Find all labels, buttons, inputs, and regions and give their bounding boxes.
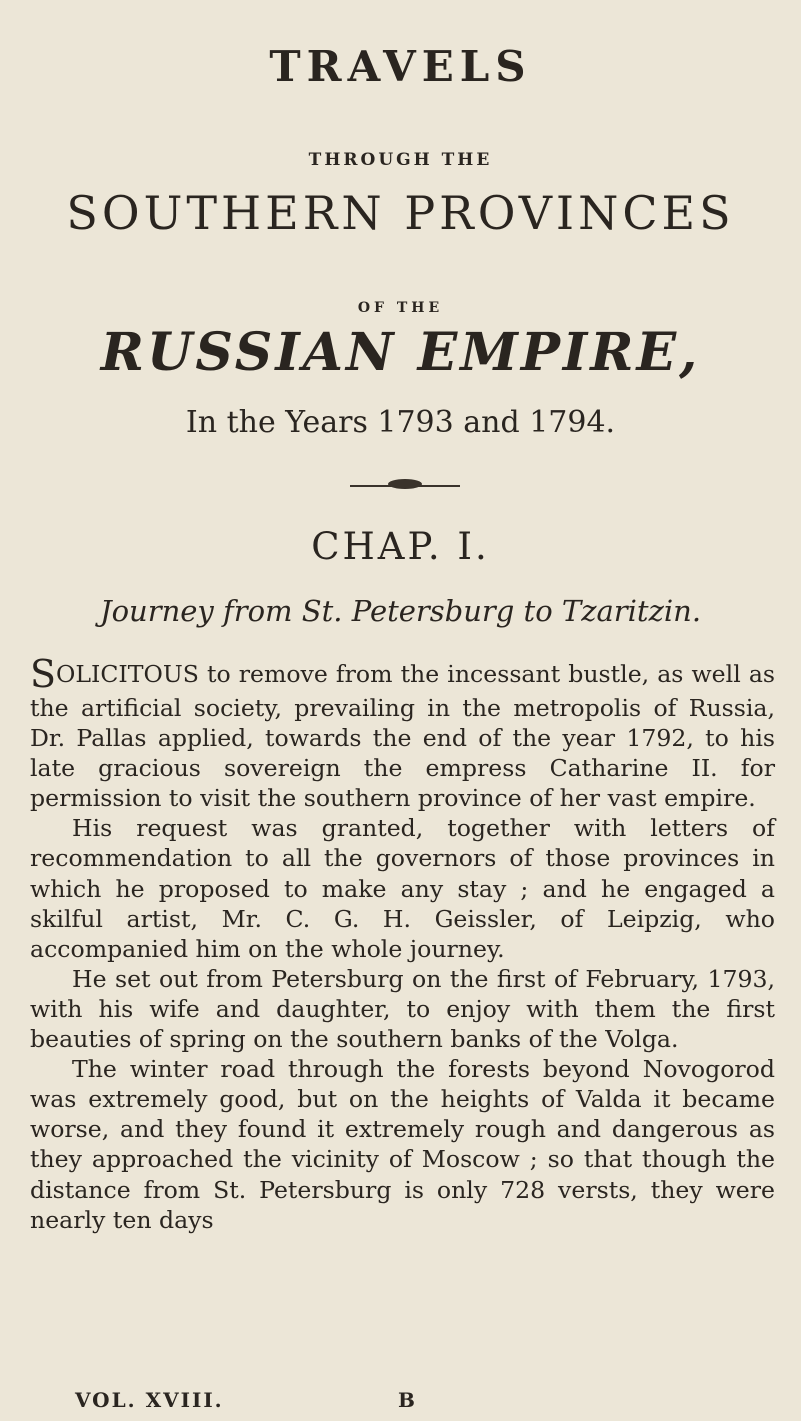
title-years: In the Years 1793 and 1794. [185,405,616,440]
title-southern-provinces: SOUTHERN PROVINCES [66,186,735,240]
body-text [30,652,775,1235]
title-through-the: THROUGH THE [308,150,493,170]
drop-cap: S [30,652,57,696]
paragraph-1 [30,652,775,813]
volume-signature: VOL. XVIII. [75,1388,224,1412]
title-travels: TRAVELS [269,42,532,91]
chapter-heading: CHAP. I. [311,525,490,568]
title-russian-empire: RUSSIAN EMPIRE, [100,322,701,383]
paragraph-2: His request was granted, together with letters of recommendation to all the governors of those provinces in which he proposed to make any stay ; and he engaged a skilful artist, Mr. C. G. H. Geissler, of Leipzig, who accompanied him on the whole journey. [30,814,775,963]
title-of-the: OF THE [357,300,444,316]
signature-mark: B [398,1388,415,1412]
rule-ornament-icon [388,479,422,489]
paragraph-1-text: OLICITOUS to remove from the incessant bustle, as well as the artificial society, prevailing in the metropolis of Russia, Dr. Pallas applied, towards the end of the year 1792, to his late gracious sovereign the empress Catharine II. for permission to visit the southern province of her vast empire. [30,660,775,813]
paragraph-3: He set out from Petersburg on the first of February, 1793, with his wife and daughter, to enjoy with them the first beauties of spring on the southern banks of the Volga. [30,964,775,1054]
paragraph-4: The winter road through the forests beyond Novogorod was extremely good, but on the heights of Valda it became worse, and they found it extremely rough and dangerous as they approached the vicinity of Moscow ; so that though the distance from St. Petersburg is only 728 versts, they were nearly ten days [30,1055,775,1234]
chapter-subtitle: Journey from St. Petersburg to Tzaritzin. [99,594,702,628]
